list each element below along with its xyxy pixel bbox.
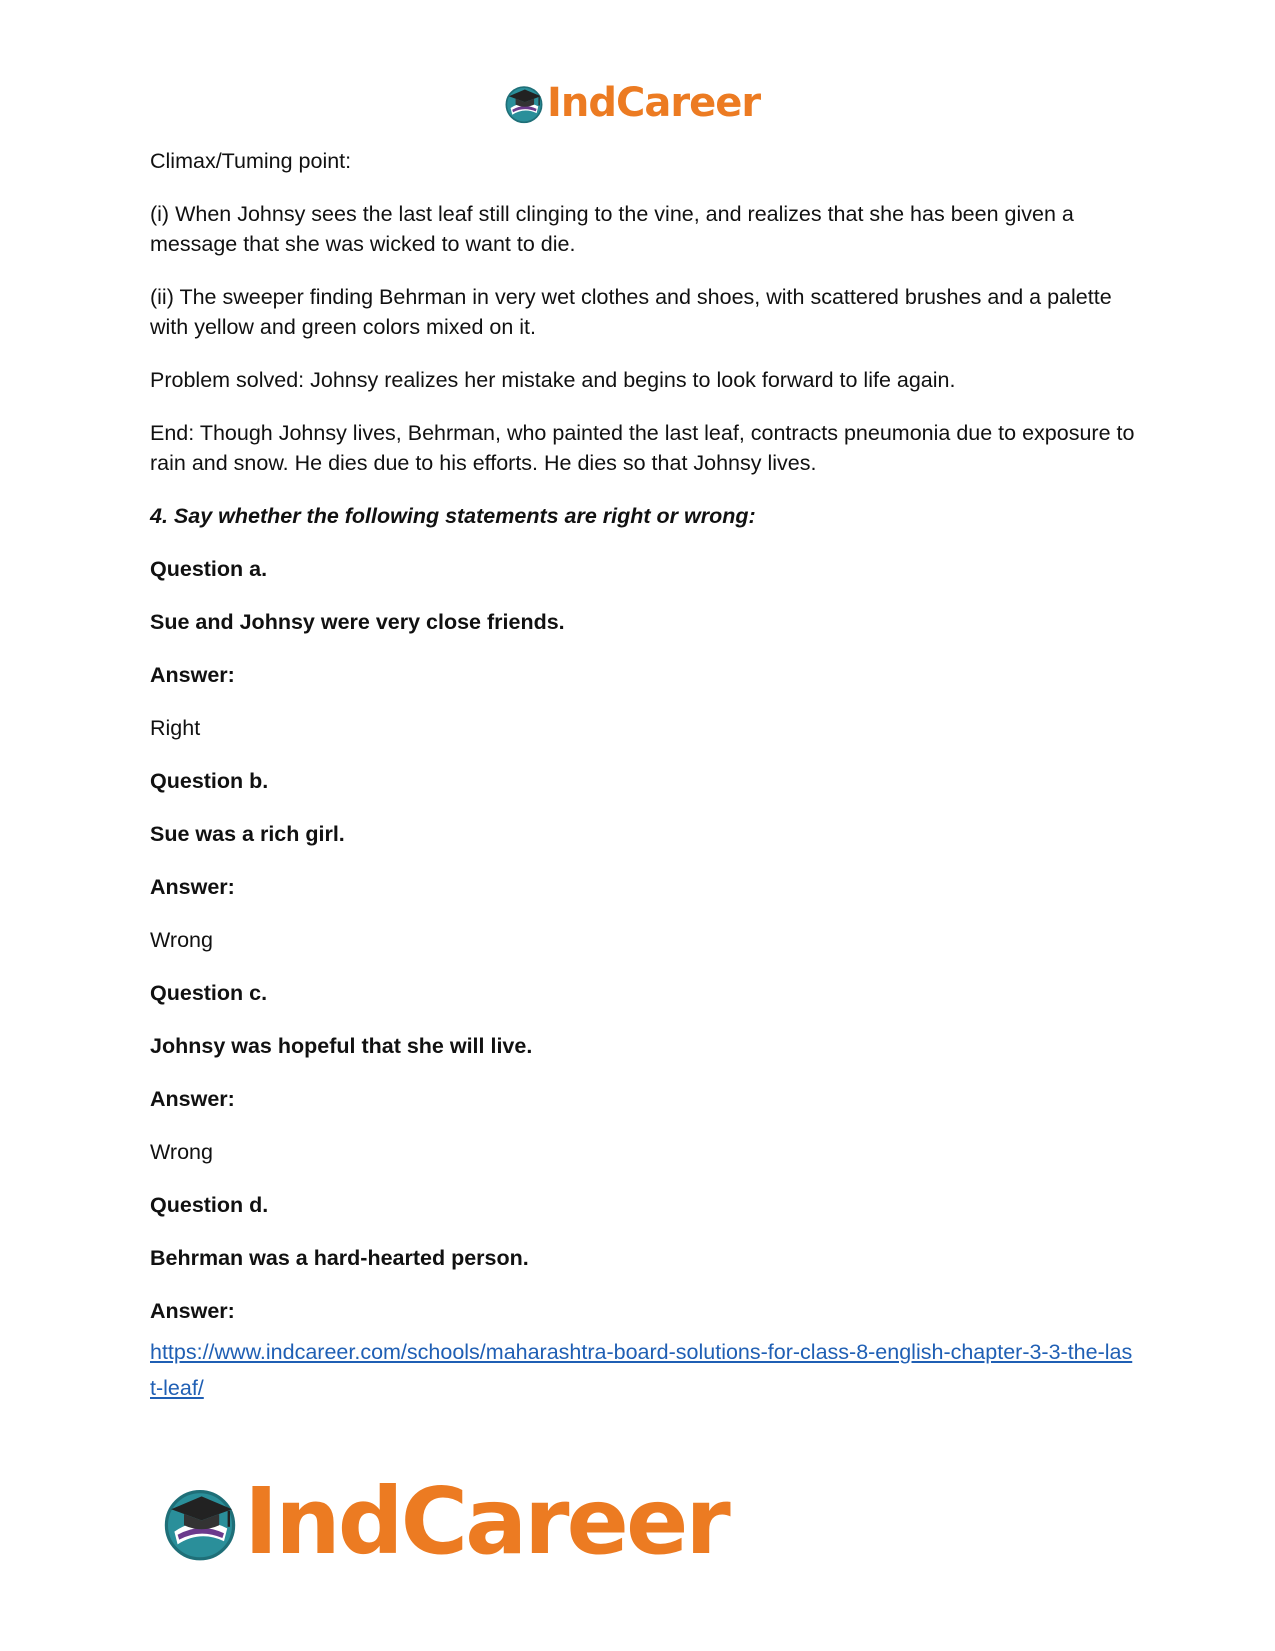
question-a-statement: Sue and Johnsy were very close friends.	[150, 610, 565, 634]
document-body	[150, 146, 1135, 1406]
question-b-answer-label: Answer:	[150, 875, 235, 899]
end-paragraph: End: Though Johnsy lives, Behrman, who painted the last leaf, contracts pneumonia due to exposure to rain and snow. He dies due to his efforts. He dies so that Johnsy lives.	[150, 421, 1135, 475]
climax-point-ii: (ii) The sweeper finding Behrman in very wet clothes and shoes, with scattered brushes and a palette with yellow and green colors mixed on it.	[150, 285, 1112, 339]
question-a-answer: Right	[150, 716, 201, 740]
header-logo-text: IndCareer	[547, 80, 761, 126]
question-c-statement: Johnsy was hopeful that she will live.	[150, 1034, 533, 1058]
header-logo	[503, 80, 760, 126]
footer-logo	[160, 1468, 728, 1575]
climax-point-i: (i) When Johnsy sees the last leaf still clinging to the vine, and realizes that she has been given a message that she was wicked to want to die.	[150, 202, 1074, 256]
question-a-label: Question a.	[150, 557, 268, 581]
question-c-answer-label: Answer:	[150, 1087, 235, 1111]
problem-solved-paragraph: Problem solved: Johnsy realizes her mistake and begins to look forward to life again.	[150, 368, 956, 392]
question-b-statement: Sue was a rich girl.	[150, 822, 345, 846]
question-4-heading: 4. Say whether the following statements are right or wrong:	[150, 504, 756, 528]
question-d-label: Question d.	[150, 1193, 269, 1217]
question-d-statement: Behrman was a hard-hearted person.	[150, 1246, 529, 1270]
graduation-cap-globe-icon	[503, 82, 545, 124]
question-b-answer: Wrong	[150, 928, 213, 952]
question-c-label: Question c.	[150, 981, 268, 1005]
question-d-answer-label: Answer:	[150, 1299, 235, 1323]
graduation-cap-globe-icon	[160, 1482, 240, 1562]
question-b-label: Question b.	[150, 769, 269, 793]
footer-logo-text: IndCareer	[244, 1468, 728, 1575]
climax-heading: Climax/Tuming point:	[150, 149, 352, 173]
question-c-answer: Wrong	[150, 1140, 213, 1164]
source-link[interactable]: https://www.indcareer.com/schools/maharashtra-board-solutions-for-class-8-english-chapter-3-3-the-last-leaf/	[150, 1340, 1133, 1400]
question-a-answer-label: Answer:	[150, 663, 235, 687]
